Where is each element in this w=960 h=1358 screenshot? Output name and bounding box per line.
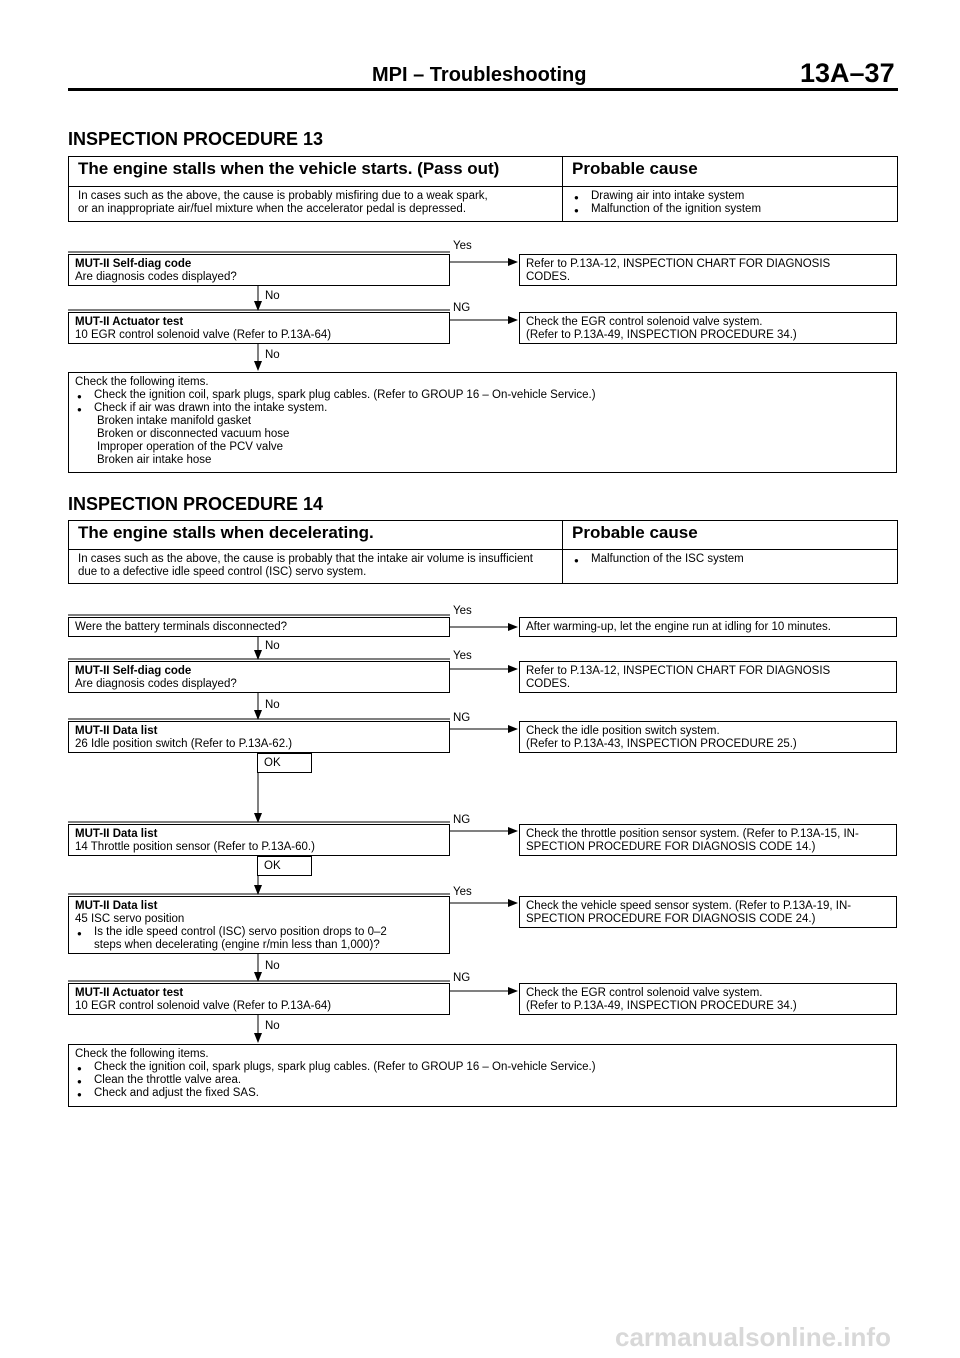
step-title: MUT-II Actuator test: [75, 987, 184, 999]
branch-label: Yes: [453, 605, 472, 617]
result-line: (Refer to P.13A-49, INSPECTION PROCEDURE 34.): [526, 1000, 797, 1012]
step-title: MUT-II Data list: [75, 900, 158, 912]
procedure-14-title: INSPECTION PROCEDURE 14: [68, 494, 324, 514]
description-line: due to a defective idle speed control (ISC) servo system.: [78, 566, 367, 578]
step-text: Were the battery terminals disconnected?: [75, 621, 288, 633]
symptom-heading: The engine stalls when decelerating.: [69, 521, 563, 550]
branch-label: NG: [453, 302, 471, 314]
result-line: Refer to P.13A-12, INSPECTION CHART FOR DIAGNOSIS: [526, 665, 831, 677]
branch-label: Yes: [453, 650, 472, 662]
step-title: MUT-II Self-diag code: [75, 665, 192, 677]
procedure-13-title: INSPECTION PROCEDURE 13: [68, 129, 324, 149]
result-line: CODES.: [526, 271, 571, 283]
page-number: 13A–37: [800, 58, 895, 88]
final-bullet: ● Check if air was drawn into the intake system.: [75, 402, 896, 415]
flow-label: No: [265, 1020, 280, 1032]
result-line: Refer to P.13A-12, INSPECTION CHART FOR DIAGNOSIS: [526, 258, 831, 270]
result-line: (Refer to P.13A-49, INSPECTION PROCEDURE 34.): [526, 329, 797, 341]
result-line: CODES.: [526, 678, 571, 690]
step-text: Are diagnosis codes displayed?: [75, 271, 237, 283]
cause-item: ● Drawing air into intake system: [572, 190, 897, 203]
branch-label: NG: [453, 712, 471, 724]
probable-cause-heading: Probable cause: [563, 157, 897, 187]
watermark: carmanualsonline.info: [615, 1322, 891, 1352]
sub-item: Broken or disconnected vacuum hose: [97, 428, 290, 440]
branch-label: NG: [453, 972, 471, 984]
description-line: or an inappropriate air/fuel mixture when the accelerator pedal is depressed.: [78, 203, 467, 215]
description-line: In cases such as the above, the cause is probably misfiring due to a weak spark,: [78, 190, 488, 202]
cause-item: ● Malfunction of the ignition system: [572, 203, 897, 216]
result-line: Check the throttle position sensor system. (Refer to P.13A-15, IN-: [526, 828, 859, 840]
final-bullet: ● Check the ignition coil, spark plugs, spark plug cables. (Refer to GROUP 16 – On-vehicle Service.): [75, 389, 896, 402]
flow-label: OK: [264, 860, 281, 872]
result-line: Check the EGR control solenoid valve system.: [526, 987, 763, 999]
result-line: Check the vehicle speed sensor system. (Refer to P.13A-19, IN-: [526, 900, 852, 912]
final-bullet: ● Clean the throttle valve area.: [75, 1074, 896, 1087]
step-title: MUT-II Data list: [75, 725, 158, 737]
result-line: (Refer to P.13A-43, INSPECTION PROCEDURE 25.): [526, 738, 797, 750]
step-text: 10 EGR control solenoid valve (Refer to P.13A-64): [75, 1000, 332, 1012]
description-line: In cases such as the above, the cause is probably that the intake air volume is insufficient: [78, 553, 533, 565]
step-text: 26 Idle position switch (Refer to P.13A-62.): [75, 738, 293, 750]
result-line: Check the idle position switch system.: [526, 725, 720, 737]
probable-cause-heading: Probable cause: [563, 521, 897, 550]
branch-label: Yes: [453, 886, 472, 898]
result-line: SPECTION PROCEDURE FOR DIAGNOSIS CODE 14.): [526, 841, 816, 853]
step-title: MUT-II Data list: [75, 828, 158, 840]
result-line: SPECTION PROCEDURE FOR DIAGNOSIS CODE 24.): [526, 913, 816, 925]
step-text: 45 ISC servo position: [75, 913, 185, 925]
symptom-heading: The engine stalls when the vehicle starts. (Pass out): [69, 157, 563, 187]
result-line: After warming-up, let the engine run at idling for 10 minutes.: [526, 621, 831, 633]
step-bullet: ● Is the idle speed control (ISC) servo position drops to 0–2: [75, 926, 449, 939]
flow-label: No: [265, 699, 280, 711]
final-bullet: ● Check the ignition coil, spark plugs, spark plug cables. (Refer to GROUP 16 – On-vehicle Service.): [75, 1061, 896, 1074]
step-title: MUT-II Self-diag code: [75, 258, 192, 270]
step-bullet-cont: steps when decelerating (engine r/min less than 1,000)?: [94, 939, 380, 951]
result-line: Check the EGR control solenoid valve system.: [526, 316, 763, 328]
sub-item: Improper operation of the PCV valve: [97, 441, 284, 453]
final-intro: Check the following items.: [75, 1048, 209, 1060]
page-section-title: MPI – Troubleshooting: [372, 64, 587, 86]
cause-item: ● Malfunction of the ISC system: [572, 553, 897, 566]
branch-label: NG: [453, 814, 471, 826]
final-intro: Check the following items.: [75, 376, 209, 388]
flow-label: OK: [264, 757, 281, 769]
step-title: MUT-II Actuator test: [75, 316, 184, 328]
sub-item: Broken air intake hose: [97, 454, 212, 466]
flow-label: No: [265, 960, 280, 972]
flow-label: No: [265, 290, 280, 302]
step-text: 10 EGR control solenoid valve (Refer to P.13A-64): [75, 329, 332, 341]
flow-label: No: [265, 349, 280, 361]
sub-item: Broken intake manifold gasket: [97, 415, 252, 427]
flow-label: No: [265, 640, 280, 652]
branch-label: Yes: [453, 240, 472, 252]
step-text: 14 Throttle position sensor (Refer to P.13A-60.): [75, 841, 315, 853]
final-bullet: ● Check and adjust the fixed SAS.: [75, 1087, 896, 1100]
step-text: Are diagnosis codes displayed?: [75, 678, 237, 690]
